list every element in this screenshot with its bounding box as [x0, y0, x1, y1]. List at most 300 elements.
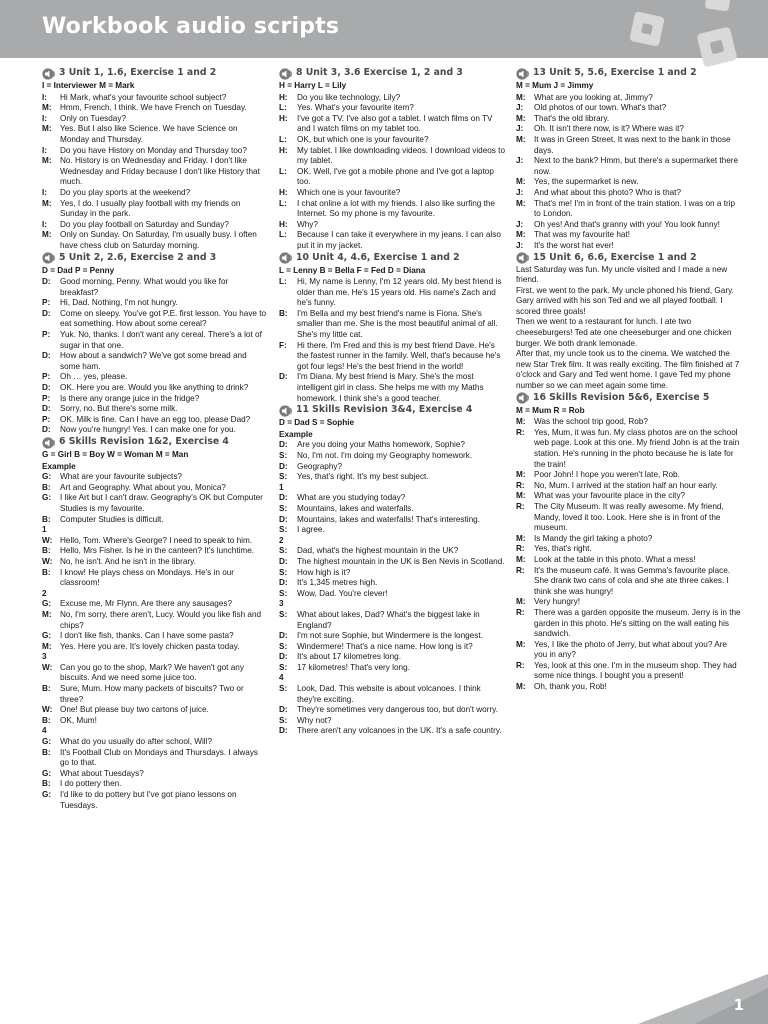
dialogue-line — [279, 188, 505, 199]
speaker-label: W: — [42, 662, 53, 672]
dialogue-text: Was the school trip good, Rob? — [534, 417, 648, 427]
dialogue-text: Yes, look at this one. I'm in the museum shop. They had some nice things. I bought you a present! — [534, 660, 737, 681]
dialogue-line — [516, 199, 742, 220]
dialogue-line — [279, 451, 505, 462]
speaker-label: M: — [42, 124, 52, 134]
speaker-label: D: — [279, 372, 288, 382]
speaker-key: I = Interviewer M = Mark — [42, 81, 135, 90]
speaker-label: H: — [279, 92, 288, 102]
dialogue-text: Yes, that's right. It's my best subject. — [297, 472, 429, 482]
speaker-label: M: — [42, 156, 52, 166]
section-heading — [516, 392, 742, 405]
dialogue-text: OK. Well, I've got a mobile phone and I've got a laptop too. — [297, 166, 494, 187]
dialogue-line — [516, 103, 742, 114]
dialogue-line — [279, 230, 505, 251]
dialogue-text: What about lakes, Dad? What's the biggest lake in England? — [297, 609, 480, 630]
speaker-label: D: — [42, 383, 51, 393]
speaker-label: G: — [42, 493, 52, 503]
speaker-label: L: — [279, 166, 287, 176]
speaker-label: B: — [279, 308, 288, 318]
speaker-label: D: — [42, 277, 51, 287]
dialogue-line — [279, 341, 505, 373]
dialogue-line — [516, 640, 742, 661]
dialogue-text: I'm Diana. My best friend is Mary. She's the most intelligent girl in class. She helps me with my Maths homework. I think she's a good teacher. — [297, 372, 484, 403]
dialogue-text: Which one is your favourite? — [297, 187, 401, 197]
dialogue-text: Mountains, lakes and waterfalls! That's interesting. — [297, 514, 480, 524]
dialogue-line — [42, 124, 268, 145]
dialogue-text: Yes, I like the photo of Jerry, but what about you? Are you in any? — [534, 639, 727, 660]
dialogue-line — [279, 504, 505, 515]
section-heading — [279, 252, 505, 265]
dialogue-text: Do you have History on Monday and Thursday too? — [60, 145, 247, 155]
column-right — [516, 67, 742, 693]
speaker-label: L: — [279, 103, 287, 113]
speaker-label: D: — [279, 726, 288, 736]
speaker-label: M: — [516, 230, 526, 240]
section-heading — [279, 67, 505, 80]
speaker-key: L = Lenny B = Bella F = Fed D = Diana — [279, 265, 426, 275]
dialogue-text: That's me! I'm in front of the train station. I was on a trip to London. — [534, 198, 736, 219]
dialogue-line — [516, 135, 742, 156]
page-number: 1 — [733, 996, 744, 1014]
speaker-label: S: — [279, 684, 288, 694]
speaker-label: G: — [42, 599, 52, 609]
dialogue-line — [42, 404, 268, 415]
speaker-label: R: — [516, 427, 525, 437]
dialogue-text: Do you like technology, Lily? — [297, 92, 401, 102]
dialogue-text: Because I can take it everywhere in my jeans. I can also put it in my jacket. — [297, 230, 501, 250]
speaker-label: M: — [516, 177, 526, 187]
dialogue-text: Good morning, Penny. What would you like for breakfast? — [60, 277, 229, 297]
speaker-label: J: — [516, 187, 524, 197]
speaker-label: G: — [42, 737, 52, 747]
dialogue-line — [279, 705, 505, 716]
dialogue-text: Yes, that's right. — [534, 544, 592, 554]
speaker-label: G: — [42, 631, 52, 641]
speaker-label: B: — [42, 747, 51, 757]
speaker-label: B: — [42, 482, 51, 492]
dialogue-line — [279, 372, 505, 404]
dialogue-line — [42, 546, 268, 557]
speaker-label: M: — [516, 491, 526, 501]
speaker-label: M: — [42, 641, 52, 651]
speaker-label: M: — [42, 198, 52, 208]
speaker-label: G: — [42, 472, 52, 482]
decorative-square-3 — [705, 0, 732, 12]
speaker-icon — [516, 392, 530, 404]
speaker-label: I: — [42, 92, 48, 102]
dialogue-text: It's Football Club on Mondays and Thursdays. I always go to that. — [60, 747, 259, 768]
dialogue-line — [279, 663, 505, 674]
dialogue-line — [42, 737, 268, 748]
dialogue-line — [516, 156, 742, 177]
dialogue-line — [42, 309, 268, 330]
speaker-label: M: — [42, 230, 52, 240]
dialogue-text: Hi, Dad. Nothing, I'm not hungry. — [60, 298, 178, 308]
script-paragraph: First, we went to the park. My uncle phoned his friend, Gary. Gary arrived with his son Ted and we all played football. I scored three goals! — [516, 285, 734, 316]
sub-heading: 4 — [279, 673, 284, 683]
speaker-key: D = Dad P = Penny — [42, 265, 115, 275]
speaker-icon — [42, 252, 56, 264]
speaker-icon — [279, 405, 293, 417]
dialogue-line — [42, 220, 268, 231]
section-heading — [279, 404, 505, 417]
dialogue-text: Only on Tuesday? — [60, 113, 126, 123]
dialogue-text: My tablet. I like downloading videos. I download videos to my tablet. — [297, 145, 505, 166]
speaker-icon — [42, 68, 56, 80]
dialogue-line — [42, 493, 268, 514]
dialogue-text: Old photos of our town. What's that? — [534, 103, 667, 113]
dialogue-line — [42, 103, 268, 114]
section-title: 10 Unit 4, 4.6, Exercise 1 and 2 — [296, 251, 460, 263]
dialogue-text: I chat online a lot with my friends. I also like surfing the Internet. So my phone is my favourite. — [297, 198, 495, 219]
dialogue-line — [279, 716, 505, 727]
sub-heading: 3 — [279, 599, 284, 609]
speaker-label: S: — [279, 567, 288, 577]
speaker-label: D: — [279, 440, 288, 450]
speaker-label: W: — [42, 705, 53, 715]
speaker-label: R: — [516, 607, 525, 617]
column-middle — [279, 67, 505, 737]
speaker-label: M: — [42, 609, 52, 619]
dialogue-line — [42, 568, 268, 589]
speaker-label: S: — [279, 609, 288, 619]
dialogue-line — [516, 428, 742, 470]
speaker-label: P: — [42, 330, 51, 340]
dialogue-line — [42, 394, 268, 405]
speaker-label: I: — [42, 145, 48, 155]
dialogue-text: There was a garden opposite the museum. Jerry is in the garden in this photo. He's sitting on the wall eating his sandwich. — [534, 607, 741, 639]
dialogue-text: Can you go to the shop, Mark? We haven't got any biscuits. And we need some juice too. — [60, 662, 244, 683]
dialogue-text: I do pottery then. — [60, 779, 122, 789]
script-section — [279, 252, 505, 405]
dialogue-text: Are you doing your Maths homework, Sophie? — [297, 440, 465, 450]
dialogue-line — [516, 481, 742, 492]
speaker-label: D: — [42, 404, 51, 414]
script-section — [42, 67, 268, 252]
dialogue-text: No, I'm not. I'm doing my Geography homework. — [297, 451, 473, 460]
speaker-label: M: — [42, 103, 52, 113]
dialogue-line — [516, 534, 742, 545]
speaker-label: R: — [516, 501, 525, 511]
dialogue-text: Oh yes! And that's granny with you! You look funny! — [534, 219, 720, 229]
dialogue-line — [279, 440, 505, 451]
dialogue-line — [279, 135, 505, 146]
section-heading — [42, 436, 268, 449]
dialogue-text: Yes, the supermarket is new. — [534, 177, 639, 187]
speaker-label: H: — [279, 187, 288, 197]
dialogue-text: It's about 17 kilometres long. — [297, 652, 401, 662]
speaker-label: D: — [279, 631, 288, 641]
dialogue-text: Sorry, no. But there's some milk. — [60, 404, 178, 414]
speaker-label: I: — [42, 187, 48, 197]
dialogue-text: I like Art but I can't draw. Geography's OK but Computer Studies is my favourite. — [60, 493, 263, 513]
speaker-label: M: — [516, 682, 526, 692]
section-title: 15 Unit 6, 6.6, Exercise 1 and 2 — [533, 251, 697, 263]
dialogue-line — [279, 93, 505, 104]
dialogue-text: OK. Milk is fine. Can I have an egg too, please Dad? — [60, 414, 251, 424]
dialogue-line — [42, 415, 268, 426]
speaker-label: S: — [279, 451, 288, 460]
speaker-label: D: — [42, 351, 51, 361]
column-left — [42, 67, 268, 811]
script-section — [42, 436, 268, 811]
section-heading — [42, 252, 268, 265]
section-title: 5 Unit 2, 2.6, Exercise 2 and 3 — [59, 251, 217, 263]
speaker-icon — [279, 68, 293, 80]
dialogue-text: One! But please buy two cartons of juice. — [60, 705, 209, 715]
speaker-label: M: — [516, 597, 526, 607]
sub-heading: 3 — [42, 652, 47, 662]
speaker-label: M: — [516, 470, 526, 480]
sub-heading: 1 — [42, 525, 47, 535]
dialogue-text: Hi, My name is Lenny, I'm 12 years old. My best friend is older than me. He's 15 years old. His name's Zach and he's funny. — [297, 277, 502, 308]
dialogue-line — [516, 555, 742, 566]
dialogue-line — [279, 167, 505, 188]
section-heading — [516, 67, 742, 80]
speaker-label: S: — [279, 715, 288, 725]
dialogue-line — [42, 188, 268, 199]
dialogue-text: Hi Mark, what's your favourite school subject? — [60, 92, 227, 102]
script-paragraph: After that, my uncle took us to the cinema. We watched the new Star Trek film. It was really exciting. The film finished at 7 o'clock and Gary and Ted went home. I gave Ted my phone number so we can meet again some time. — [516, 349, 740, 391]
speaker-label: P: — [42, 393, 51, 403]
dialogue-line — [279, 726, 505, 737]
dialogue-line — [42, 716, 268, 727]
dialogue-line — [42, 631, 268, 642]
dialogue-text: That's the old library. — [534, 113, 610, 123]
dialogue-line — [279, 220, 505, 231]
dialogue-line — [516, 682, 742, 693]
speaker-label: W: — [42, 535, 53, 545]
dialogue-text: Art and Geography. What about you, Monica? — [60, 482, 226, 492]
dialogue-text: It's the worst hat ever! — [534, 240, 614, 250]
dialogue-text: Do you play football on Saturday and Sunday? — [60, 219, 229, 229]
dialogue-text: OK. Here you are. Would you like anything to drink? — [60, 383, 249, 393]
speaker-label: I: — [42, 219, 48, 229]
dialogue-line — [279, 277, 505, 309]
script-section — [279, 404, 505, 737]
dialogue-line — [516, 241, 742, 252]
script-section — [516, 252, 742, 392]
dialogue-text: Next to the bank? Hmm, but there's a supermarket there now. — [534, 156, 739, 176]
dialogue-text: 17 kilometres! That's very long. — [297, 662, 410, 672]
dialogue-line — [516, 230, 742, 241]
speaker-key: G = Girl B = Boy W = Woman M = Man — [42, 450, 189, 459]
dialogue-line — [279, 493, 505, 504]
dialogue-text: Geography? — [297, 461, 343, 471]
dialogue-text: It's 1,345 metres high. — [297, 578, 378, 588]
dialogue-line — [42, 748, 268, 769]
dialogue-text: The City Museum. It was really awesome. My friend, Mandy, loved it too. Look. Here she is in front of the museum. — [534, 501, 724, 533]
dialogue-line — [279, 610, 505, 631]
dialogue-text: Hello, Tom. Where's George? I need to speak to him. — [60, 535, 253, 545]
speaker-label: M: — [516, 92, 526, 102]
dialogue-text: Look, Dad. This website is about volcanoes. I think they're exciting. — [297, 684, 481, 704]
speaker-label: J: — [516, 156, 524, 166]
dialogue-line — [42, 483, 268, 494]
dialogue-line — [42, 351, 268, 372]
speaker-label: H: — [279, 113, 288, 123]
dialogue-line — [42, 779, 268, 790]
dialogue-text: Oh. It isn't there now, is it? Where was it? — [534, 124, 684, 134]
dialogue-text: Is there any orange juice in the fridge? — [60, 393, 200, 403]
speaker-label: S: — [279, 525, 288, 535]
dialogue-line — [42, 705, 268, 716]
section-title: 3 Unit 1, 1.6, Exercise 1 and 2 — [59, 67, 217, 79]
speaker-label: G: — [42, 768, 52, 778]
dialogue-line — [42, 114, 268, 125]
script-section — [279, 67, 505, 252]
dialogue-line — [42, 277, 268, 298]
speaker-label: M: — [516, 533, 526, 543]
dialogue-line — [42, 146, 268, 157]
dialogue-text: No. History is on Wednesday and Friday. I don't like Wednesday and Friday because I don't like History that much. — [60, 156, 260, 187]
speaker-label: M: — [516, 417, 526, 427]
dialogue-text: Very hungry! — [534, 597, 580, 607]
speaker-label: D: — [42, 425, 51, 435]
dialogue-line — [42, 769, 268, 780]
dialogue-text: Now you're hungry! Yes. I can make one for you. — [60, 425, 236, 435]
speaker-label: R: — [516, 660, 525, 670]
sub-heading: 4 — [42, 726, 47, 736]
dialogue-text: And what about this photo? Who is that? — [534, 187, 682, 197]
dialogue-line — [516, 114, 742, 125]
speaker-label: S: — [279, 472, 288, 482]
dialogue-text: I've got a TV. I've also got a tablet. I watch films on TV and I watch films on my tablet too. — [297, 113, 493, 134]
speaker-label: W: — [42, 556, 53, 566]
dialogue-text: Do you play sports at the weekend? — [60, 187, 191, 197]
script-section — [516, 67, 742, 252]
speaker-label: J: — [516, 240, 524, 250]
speaker-label: S: — [279, 641, 288, 651]
sub-heading: Example — [42, 461, 76, 471]
sub-heading: 2 — [42, 588, 47, 598]
dialogue-line — [42, 230, 268, 251]
script-paragraph: Last Saturday was fun. My uncle visited and I made a new friend. — [516, 264, 728, 285]
dialogue-line — [279, 589, 505, 600]
dialogue-line — [279, 631, 505, 642]
dialogue-text: OK, Mum! — [60, 715, 97, 725]
dialogue-line — [279, 568, 505, 579]
dialogue-text: I know! He plays chess on Mondays. He's in our classroom! — [60, 567, 235, 588]
page-title: Workbook audio scripts — [42, 14, 340, 39]
section-heading — [42, 67, 268, 80]
dialogue-line — [516, 417, 742, 428]
dialogue-text: Is Mandy the girl taking a photo? — [534, 533, 653, 543]
dialogue-text: What do you usually do after school, Will? — [60, 737, 212, 747]
dialogue-text: The highest mountain in the UK is Ben Nevis in Scotland. — [297, 556, 505, 566]
dialogue-text: Why? — [297, 219, 318, 229]
dialogue-text: Why not? — [297, 715, 332, 725]
dialogue-line — [516, 608, 742, 640]
speaker-label: R: — [516, 565, 525, 575]
dialogue-text: Look at the table in this photo. What a mess! — [534, 554, 696, 564]
dialogue-line — [516, 491, 742, 502]
dialogue-text: Excuse me, Mr Flynn. Are there any sausages? — [60, 599, 233, 609]
section-title: 6 Skills Revision 1&2, Exercise 4 — [59, 436, 229, 448]
speaker-label: L: — [279, 134, 287, 144]
dialogue-line — [42, 663, 268, 684]
dialogue-text: Oh, thank you, Rob! — [534, 682, 607, 692]
dialogue-line — [42, 642, 268, 653]
dialogue-line — [516, 93, 742, 104]
speaker-label: D: — [279, 556, 288, 566]
speaker-key: H = Harry L = Lily — [279, 81, 347, 90]
dialogue-line — [42, 93, 268, 104]
dialogue-text: I'd like to do pottery but I've got piano lessons on Tuesdays. — [60, 790, 237, 810]
dialogue-text: It's the museum café. It was Gemma's favourite place. She drank two cans of cola and she ate three cakes. I think she was hungry! — [534, 565, 731, 596]
dialogue-text: No, he isn't. And he isn't in the library. — [60, 556, 196, 566]
dialogue-text: No, Mum. I arrived at the station half an hour early. — [534, 480, 718, 490]
dialogue-text: I agree. — [297, 525, 325, 535]
speaker-label: F: — [279, 340, 287, 350]
dialogue-line — [279, 146, 505, 167]
dialogue-line — [279, 515, 505, 526]
speaker-label: D: — [279, 578, 288, 588]
speaker-key: M = Mum J = Jimmy — [516, 81, 594, 90]
dialogue-line — [279, 684, 505, 705]
speaker-label: P: — [42, 298, 51, 308]
script-paragraph: Then we went to a restaurant for lunch. I ate two cheeseburgers! Ted ate one cheeseburger and one chicken burger. We both drank lemonade. — [516, 317, 732, 348]
speaker-label: D: — [279, 493, 288, 503]
dialogue-line — [516, 566, 742, 598]
speaker-label: B: — [42, 514, 51, 524]
dialogue-line — [42, 372, 268, 383]
dialogue-line — [279, 578, 505, 589]
sub-heading: 2 — [279, 535, 284, 545]
dialogue-line — [42, 790, 268, 811]
speaker-label: R: — [516, 480, 525, 490]
dialogue-text: Hmm, French, I think. We have French on Tuesday. — [60, 103, 247, 113]
dialogue-text: What are your favourite subjects? — [60, 472, 182, 482]
dialogue-line — [279, 199, 505, 220]
dialogue-line — [279, 462, 505, 473]
dialogue-line — [279, 472, 505, 483]
dialogue-line — [42, 610, 268, 631]
speaker-label: M: — [516, 134, 526, 144]
dialogue-text: How about a sandwich? We've got some bread and some ham. — [60, 351, 247, 371]
dialogue-line — [279, 546, 505, 557]
dialogue-text: I'm not sure Sophie, but Windermere is the longest. — [297, 631, 483, 641]
dialogue-text: I don't like fish, thanks. Can I have some pasta? — [60, 631, 234, 641]
header-banner — [0, 0, 768, 58]
dialogue-text: Windermere! That's a nice name. How long is it? — [297, 641, 473, 651]
dialogue-text: What are you looking at, Jimmy? — [534, 92, 653, 102]
dialogue-line — [516, 220, 742, 231]
page-number-tab — [638, 974, 768, 1024]
speaker-key: M = Mum R = Rob — [516, 405, 585, 415]
section-title: 16 Skills Revision 5&6, Exercise 5 — [533, 391, 710, 403]
speaker-label: M: — [516, 198, 526, 208]
section-title: 8 Unit 3, 3.6 Exercise 1, 2 and 3 — [296, 67, 463, 79]
dialogue-line — [42, 599, 268, 610]
section-title: 13 Unit 5, 5.6, Exercise 1 and 2 — [533, 67, 697, 79]
speaker-label: D: — [42, 308, 51, 318]
dialogue-text: Computer Studies is difficult. — [60, 514, 164, 524]
dialogue-line — [42, 156, 268, 188]
dialogue-line — [516, 188, 742, 199]
dialogue-text: Yes. What's your favourite item? — [297, 103, 414, 113]
dialogue-text: Yuk. No, thanks. I don't want any cereal. There's a lot of sugar in that one. — [60, 330, 262, 350]
speaker-label: L: — [279, 230, 287, 240]
dialogue-line — [42, 425, 268, 436]
dialogue-text: Mountains, lakes and waterfalls. — [297, 503, 414, 513]
dialogue-text: What about Tuesdays? — [60, 768, 144, 778]
dialogue-text: Yes. Here you are. It's lovely chicken pasta today. — [60, 641, 240, 651]
speaker-label: H: — [279, 219, 288, 229]
dialogue-text: Poor John! I hope you weren't late, Rob. — [534, 470, 680, 480]
dialogue-line — [516, 177, 742, 188]
